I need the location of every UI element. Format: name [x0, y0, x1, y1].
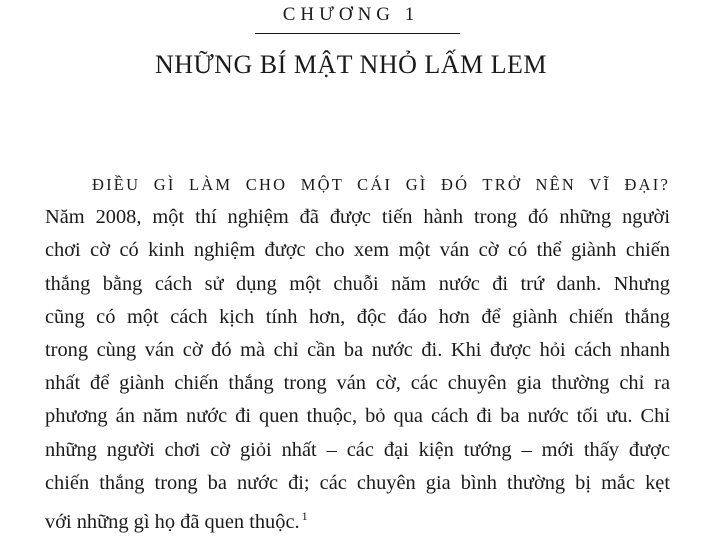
chapter-rule — [255, 33, 460, 34]
text-line: trong cùng ván cờ đó mà chỉ cần ba nước đi. Khi được hỏi cách nhanh — [45, 338, 670, 361]
opening-line: ĐIỀU GÌ LÀM CHO MỘT CÁI GÌ ĐÓ TRỞ NÊN VĨ ĐẠI? — [92, 175, 670, 194]
last-text-line — [45, 500, 670, 533]
text-line: nhất để giành chiến thắng trong ván cờ, các chuyên gia thường chỉ ra — [45, 372, 670, 395]
text-line: thắng bằng cách sử dụng một chuỗi năm nước đi trứ danh. Nhưng — [45, 272, 670, 295]
body-paragraph — [45, 168, 670, 533]
last-line-text: với những gì họ đã quen thuộc. — [45, 510, 300, 533]
text-line: những người chơi cờ giỏi nhất – các đại kiện tướng – mới thấy được — [45, 438, 670, 461]
text-line: Năm 2008, một thí nghiệm đã được tiến hành trong đó những người — [45, 206, 670, 229]
text-line: cũng có một cách kịch tính hơn, độc đáo hơn để giành chiến thắng — [45, 305, 670, 328]
text-line: chơi cờ có kinh nghiệm được cho xem một ván cờ có thể giành chiến — [45, 239, 670, 262]
text-line: phương án năm nước đi quen thuộc, bỏ qua cách đi ba nước tối ưu. Chỉ — [45, 405, 670, 428]
chapter-label: CHƯƠNG 1 — [282, 4, 420, 25]
chapter-title: NHỮNG BÍ MẬT NHỎ LẤM LEM — [154, 50, 548, 79]
footnote-marker[interactable]: 1 — [301, 508, 308, 523]
text-line: chiến thắng trong ba nước đi; các chuyên gia bình thường bị mắc kẹt — [45, 471, 670, 494]
